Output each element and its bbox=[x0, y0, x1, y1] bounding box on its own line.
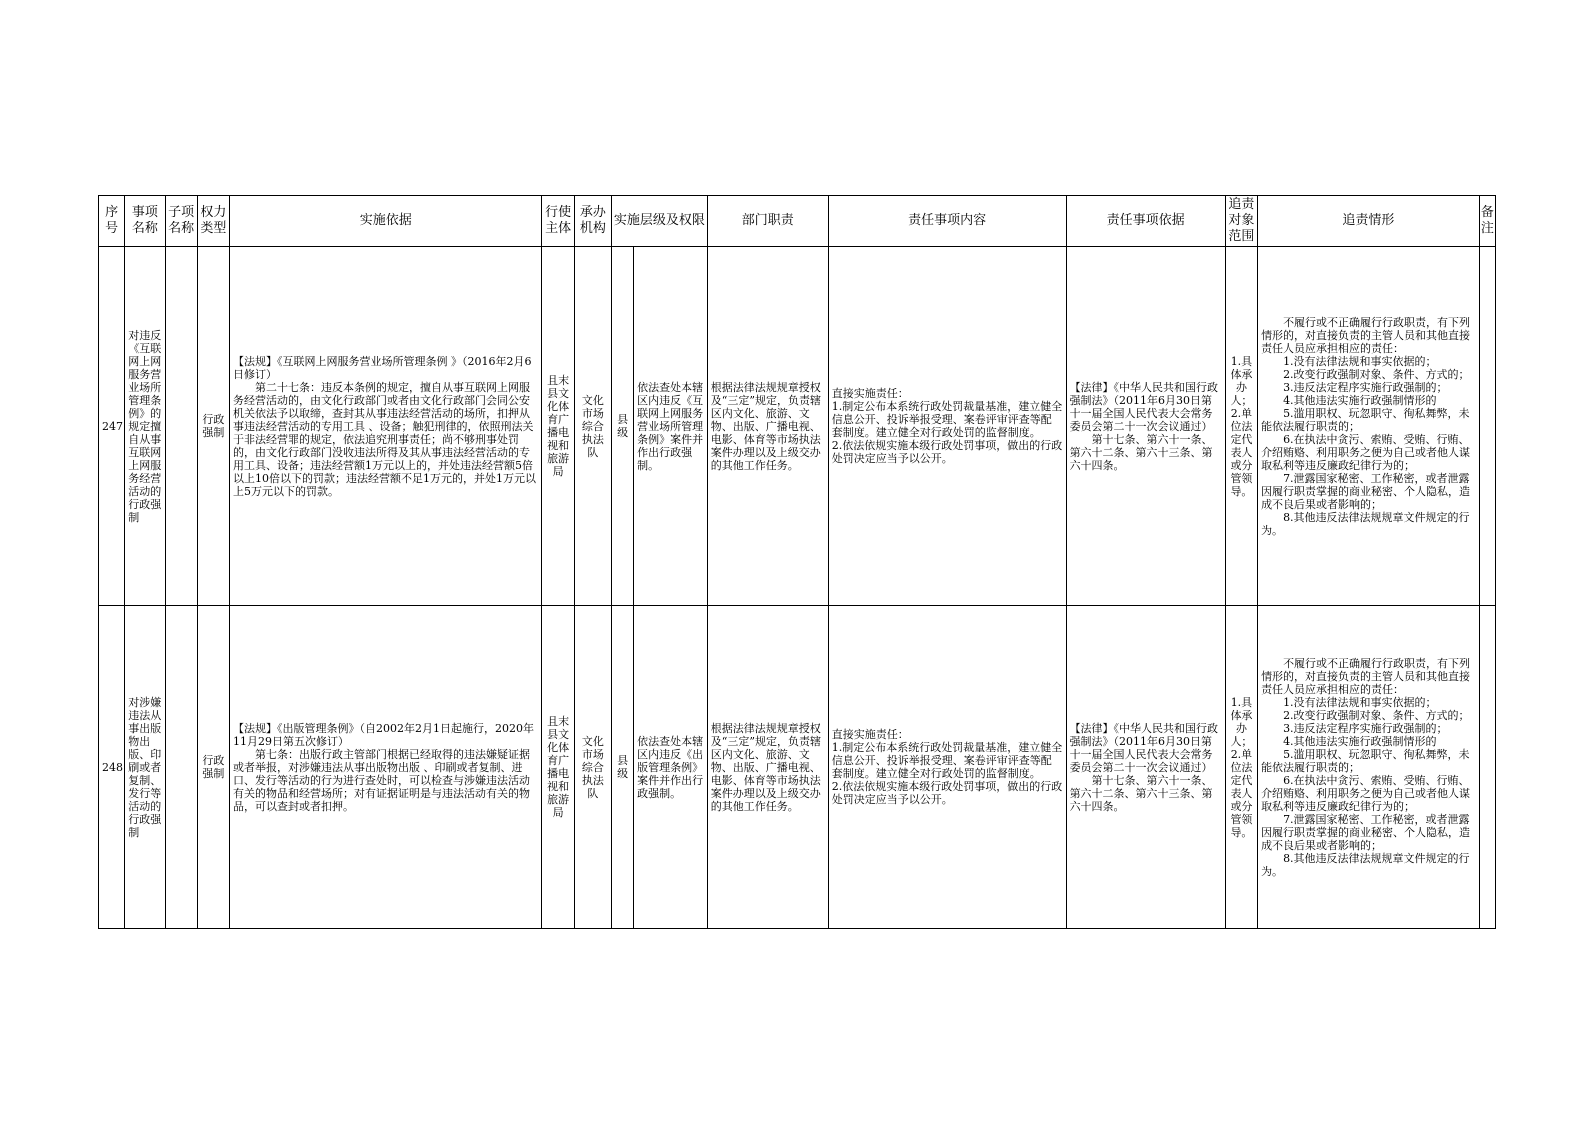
table-header-row bbox=[99, 196, 1496, 247]
situation-item: 8.其他违反法律法规规章文件规定的行为。 bbox=[1261, 510, 1470, 537]
situation-item: 3.违反法定程序实施行政强制的； bbox=[1283, 380, 1448, 394]
header-resp-basis: 责任事项依据 bbox=[1066, 196, 1225, 247]
basis-body: 第七条：出版行政主管部门根据已经取得的违法嫌疑证据或者举报，对涉嫌违法从事出版物出版 、印刷或者复制、进口、发行等活动的行为进行查处时，可以检查与涉嫌违法活动有关的物品和经营场所；对有证据证明是与违法活动有关的物品，可以查封或者扣押。 bbox=[233, 747, 531, 813]
header-dept-duty: 部门职责 bbox=[707, 196, 828, 247]
table-row bbox=[99, 247, 1496, 606]
resp-basis-body: 第十七条、第六十一条、第六十二条、第六十三条、第六十四条。 bbox=[1069, 432, 1213, 472]
row-org: 文化市场综合执法队 bbox=[574, 247, 611, 606]
row-resp-content bbox=[828, 606, 1066, 929]
row-authority: 依法查处本辖区内违反《出版管理条例》案件并作出行政强制。 bbox=[634, 606, 708, 929]
situation-item: 5.滥用职权、玩忽职守、徇私舞弊，未能依法履行职责的； bbox=[1261, 747, 1470, 774]
header-situation: 追责情形 bbox=[1258, 196, 1480, 247]
resp-content-line: 2.依法依规实施本级行政处罚事项，做出的行政处罚决定应当予以公开。 bbox=[831, 780, 1063, 806]
power-list-table bbox=[98, 195, 1496, 929]
row-authority: 依法查处本辖区内违反《互联网上网服务营业场所管理条例》案件并作出行政强制。 bbox=[634, 247, 708, 606]
row-situation bbox=[1258, 606, 1480, 929]
row-resp-content bbox=[828, 247, 1066, 606]
row-power-type: 行政强制 bbox=[197, 606, 229, 929]
resp-content-line: 1.制定公布本系统行政处罚裁量基准，建立健全信息公开、投诉举报受理、案卷评审评查等配套制度。建立健全对行政处罚的监督制度。 bbox=[831, 400, 1063, 439]
situation-item: 1.没有法律法规和事实依据的； bbox=[1283, 695, 1437, 709]
situation-item: 6.在执法中贪污、索贿、受贿、行贿、介绍贿赂、利用职务之便为自己或者他人谋取私利等违反廉政纪律行为的； bbox=[1261, 432, 1471, 472]
situation-item: 3.违反法定程序实施行政强制的； bbox=[1283, 721, 1448, 735]
situation-item: 8.其他违反法律法规规章文件规定的行为。 bbox=[1261, 851, 1470, 878]
situation-item: 7.泄露国家秘密、工作秘密，或者泄露因履行职责掌握的商业秘密、个人隐私，造成不良后果或者影响的； bbox=[1261, 471, 1471, 511]
row-power-type: 行政强制 bbox=[197, 247, 229, 606]
row-remark bbox=[1479, 606, 1495, 929]
basis-head: 【法规】《互联网上网服务营业场所管理条例 》（2016年2月6日修订） bbox=[233, 354, 532, 381]
situation-item: 6.在执法中贪污、索贿、受贿、行贿、介绍贿赂、利用职务之便为自己或者他人谋取私利等违反廉政纪律行为的； bbox=[1261, 773, 1471, 813]
header-resp-content: 责任事项内容 bbox=[828, 196, 1066, 247]
row-scope: 1.具体承办人；2.单位法定代表人或分管领导。 bbox=[1225, 606, 1257, 929]
row-seq: 248 bbox=[99, 606, 125, 929]
resp-basis-body: 第十七条、第六十一条、第六十二条、第六十三条、第六十四条。 bbox=[1069, 773, 1213, 813]
header-item-name: 事项名称 bbox=[125, 196, 165, 247]
basis-body: 第二十七条：违反本条例的规定，擅自从事互联网上网服务经营活动的，由文化行政部门或者由文化行政部门会同公安机关依法予以取缔，查封其从事违法经营活动的场所，扣押从事违法经营活动的专用工具 、设备；触犯刑律的，依照刑法关于非法经营罪的规定，依法追究刑事责任；尚不够刑事处罚的，由文化行政部门没收违法所得及其从事违法经营活动的专用工具、设备；违法经营额1万元以上的，并处违法经营额5倍以上10倍以下的罚款；违法经营额不足1万元的，并处1万元以上5万元以下的罚款。 bbox=[233, 380, 537, 498]
row-seq: 247 bbox=[99, 247, 125, 606]
row-dept-duty: 根据法律法规规章授权及“三定”规定，负责辖区内文化、旅游、文物、出版、广播电视、电影、体育等市场执法案件办理以及上级交办的其他工作任务。 bbox=[707, 247, 828, 606]
row-subject: 且末县文化体育广播电视和旅游局 bbox=[542, 247, 574, 606]
resp-content-line: 2.依法依规实施本级行政处罚事项，做出的行政处罚决定应当予以公开。 bbox=[831, 439, 1063, 465]
row-remark bbox=[1479, 247, 1495, 606]
header-scope: 追责对象范围 bbox=[1225, 196, 1257, 247]
row-item-name: 对违反《互联网上网服务营业场所管理条例》的规定擅自从事互联网上网服务经营活动的行政强制 bbox=[125, 247, 165, 606]
resp-content-line: 1.制定公布本系统行政处罚裁量基准，建立健全信息公开、投诉举报受理、案卷评审评查等配套制度。建立健全对行政处罚的监督制度。 bbox=[831, 741, 1063, 780]
resp-basis-head: 【法律】《中华人民共和国行政强制法》（2011年6月30日第十一届全国人民代表大会常务委员会第二十一次会议通过） bbox=[1069, 380, 1219, 433]
situation-head: 不履行或不正确履行行政职责，有下列情形的，对直接负责的主管人员和其他直接责任人员应承担相应的责任： bbox=[1261, 656, 1471, 696]
header-level: 实施层级及权限 bbox=[612, 196, 708, 247]
header-sub-name: 子项名称 bbox=[165, 196, 197, 247]
header-basis: 实施依据 bbox=[230, 196, 542, 247]
row-basis bbox=[230, 606, 542, 929]
row-scope: 1.具体承办人；2.单位法定代表人或分管领导。 bbox=[1225, 247, 1257, 606]
situation-item: 2.改变行政强制对象、条件、方式的； bbox=[1283, 367, 1470, 381]
header-seq: 序号 bbox=[99, 196, 125, 247]
resp-basis-head: 【法律】《中华人民共和国行政强制法》（2011年6月30日第十一届全国人民代表大会常务委员会第二十一次会议通过） bbox=[1069, 721, 1219, 774]
row-resp-basis bbox=[1066, 247, 1225, 606]
header-power-type: 权力类型 bbox=[197, 196, 229, 247]
resp-content-line: 直接实施责任： bbox=[831, 728, 909, 741]
row-level: 县级 bbox=[612, 606, 634, 929]
header-subject: 行使主体 bbox=[542, 196, 574, 247]
resp-content-line: 直接实施责任： bbox=[831, 387, 909, 400]
row-item-name: 对涉嫌违法从事出版物出版、印刷或者复制、发行等活动的行政强制 bbox=[125, 606, 165, 929]
row-basis bbox=[230, 247, 542, 606]
row-resp-basis bbox=[1066, 606, 1225, 929]
row-situation bbox=[1258, 247, 1480, 606]
row-org: 文化市场综合执法队 bbox=[574, 606, 611, 929]
row-sub-name bbox=[165, 247, 197, 606]
situation-item: 1.没有法律法规和事实依据的； bbox=[1283, 354, 1437, 368]
situation-item: 5.滥用职权、玩忽职守、徇私舞弊，未能依法履行职责的； bbox=[1261, 406, 1470, 433]
row-sub-name bbox=[165, 606, 197, 929]
situation-item: 4.其他违法实施行政强制情形的 bbox=[1283, 734, 1437, 748]
row-level: 县级 bbox=[612, 247, 634, 606]
basis-head: 【法规】《出版管理条例》（自2002年2月1日起施行，2020年11月29日第五次修订） bbox=[233, 721, 534, 748]
situation-head: 不履行或不正确履行行政职责，有下列情形的，对直接负责的主管人员和其他直接责任人员应承担相应的责任： bbox=[1261, 315, 1471, 355]
row-dept-duty: 根据法律法规规章授权及“三定”规定，负责辖区内文化、旅游、文物、出版、广播电视、电影、体育等市场执法案件办理以及上级交办的其他工作任务。 bbox=[707, 606, 828, 929]
table-row bbox=[99, 606, 1496, 929]
header-org: 承办机构 bbox=[574, 196, 611, 247]
situation-item: 7.泄露国家秘密、工作秘密，或者泄露因履行职责掌握的商业秘密、个人隐私，造成不良后果或者影响的； bbox=[1261, 812, 1471, 852]
row-subject: 且末县文化体育广播电视和旅游局 bbox=[542, 606, 574, 929]
situation-item: 4.其他违法实施行政强制情形的 bbox=[1283, 393, 1437, 407]
header-remark: 备注 bbox=[1479, 196, 1495, 247]
situation-item: 2.改变行政强制对象、条件、方式的； bbox=[1283, 708, 1470, 722]
